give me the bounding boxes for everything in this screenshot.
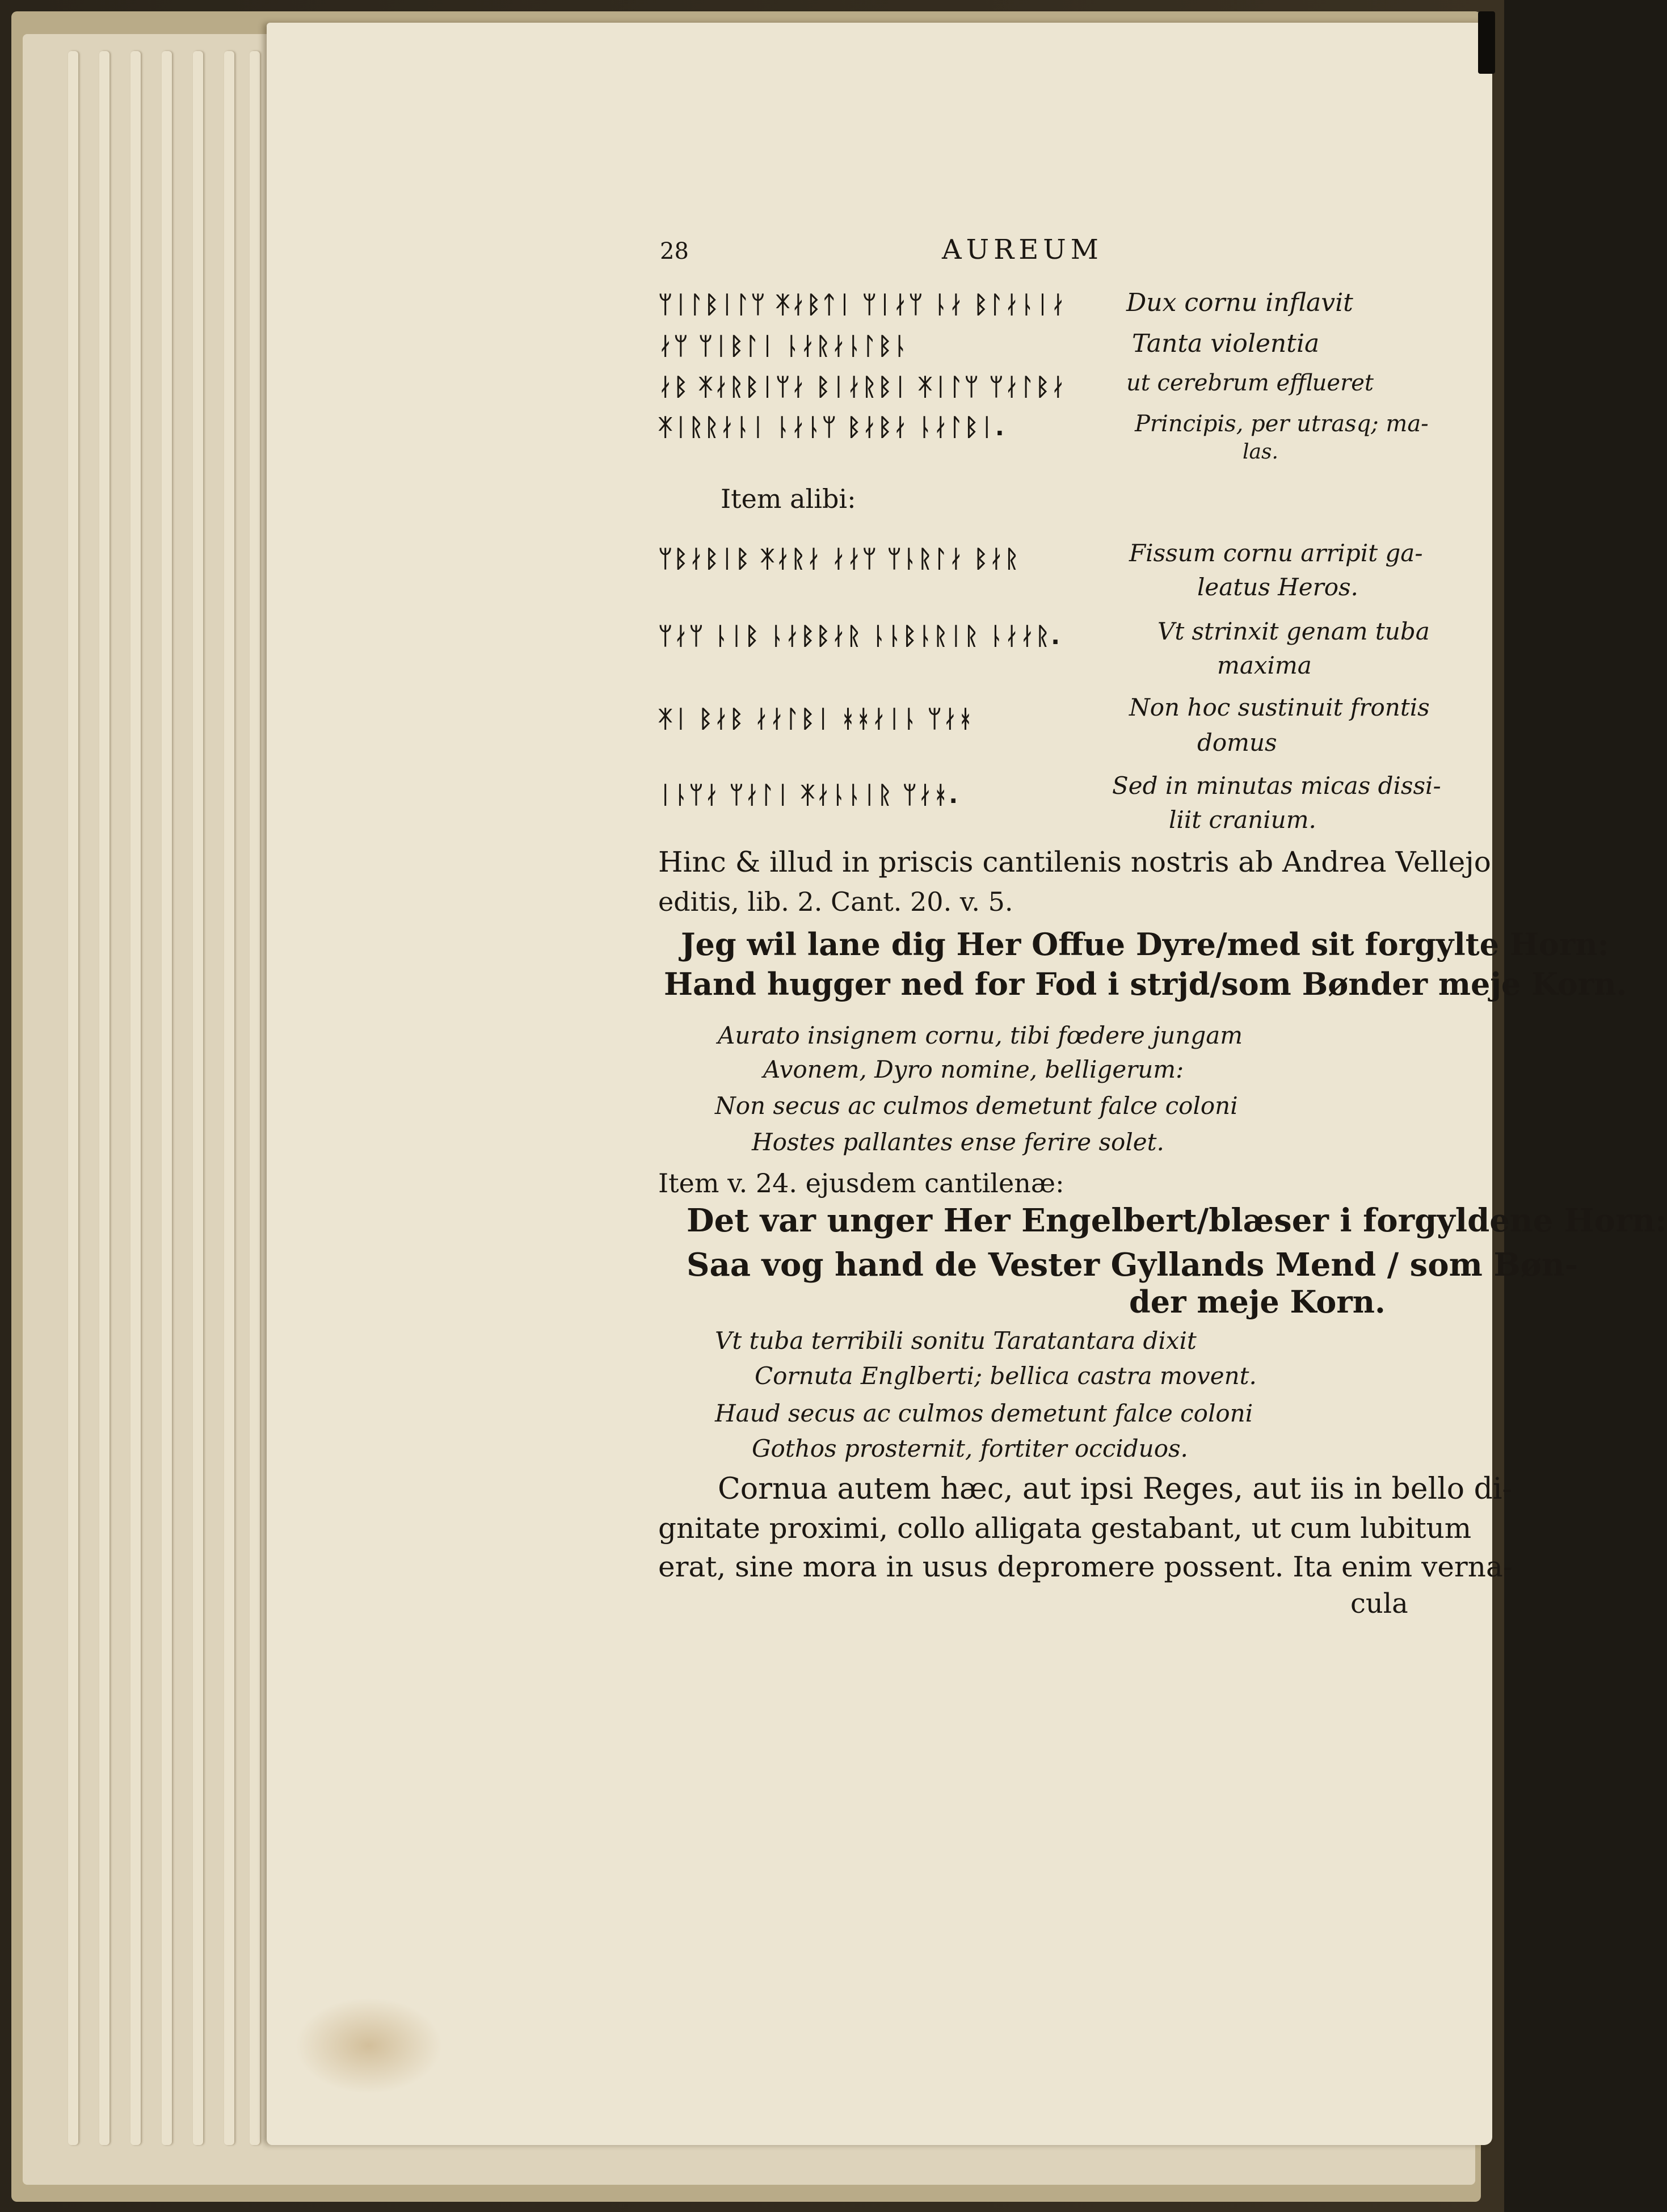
section-label: Item alibi: bbox=[721, 483, 856, 514]
page-fore-edge bbox=[131, 51, 141, 2145]
latin-gloss: ut cerebrum efflueret bbox=[1126, 370, 1374, 396]
clip-icon bbox=[1478, 11, 1495, 74]
page-fore-edge bbox=[193, 51, 203, 2145]
latin-verse-line: Avonem, Dyro nomine, belligerum: bbox=[763, 1055, 1184, 1083]
latin-gloss-continuation: maxima bbox=[1217, 651, 1312, 679]
latin-verse-line: Vt tuba terribili sonitu Taratantara dixit bbox=[715, 1327, 1197, 1355]
latin-gloss-continuation: las. bbox=[1243, 440, 1278, 464]
latin-gloss-continuation: domus bbox=[1197, 729, 1277, 756]
latin-gloss-continuation: leatus Heros. bbox=[1197, 573, 1358, 601]
latin-gloss: Tanta violentia bbox=[1132, 329, 1320, 358]
latin-gloss: Sed in minutas micas dissi- bbox=[1112, 772, 1441, 800]
danish-verse-line: Jeg wil lane dig Her Offue Dyre/med sit forgylte Horn: bbox=[681, 926, 1609, 962]
runic-line: ᛅᛒ ᛡᛅᚱᛒᛁᛘᛅ ᛒᛁᛅᚱᛒᛁ ᛡᛁᛚᛘ ᛘᛅᛚᛒᛅ bbox=[658, 373, 1067, 401]
latin-gloss-continuation: liit cranium. bbox=[1169, 806, 1316, 834]
runic-line: ᛘᛁᛚᛒᛁᛚᛘ ᛡᛅᛒᛏᛁ ᛘᛁᛅᛘ ᚿᛅ ᛒᛚᛅᚿᛁᛅ bbox=[658, 291, 1067, 318]
runic-line: ᛘᛒᛅᛒᛁᛒ ᛡᛅᚱᛅ ᛅᛅᛘ ᛘᚿᚱᛚᛅ ᛒᛅᚱ bbox=[658, 545, 1020, 573]
latin-gloss: Vt strinxit genam tuba bbox=[1157, 617, 1430, 645]
latin-verse-line: Cornuta Englberti; bellica castra movent. bbox=[755, 1362, 1257, 1390]
latin-verse-line: Gothos prosternit, fortiter occiduos. bbox=[752, 1435, 1188, 1462]
latin-gloss: Non hoc sustinuit frontis bbox=[1129, 693, 1430, 721]
latin-verse-line: Aurato insignem cornu, tibi fœdere jungam bbox=[718, 1021, 1243, 1049]
page-fore-edge bbox=[162, 51, 172, 2145]
latin-verse-line: Hostes pallantes ense ferire solet. bbox=[752, 1128, 1164, 1156]
body-text-line: gnitate proximi, collo alligata gestabant, ut cum lubitum bbox=[658, 1512, 1472, 1545]
running-title: AUREUM bbox=[942, 234, 1103, 266]
runic-line: ᛘᛅᛘ ᚿᛁᛒ ᚿᛅᛒᛒᛅᚱ ᚿᚿᛒᚿᚱᛁᚱ ᚿᛅᛅᚱ. bbox=[658, 622, 1062, 650]
danish-verse-line: der meje Korn. bbox=[1129, 1284, 1386, 1320]
body-text-line: erat, sine mora in usus depromere possent. Ita enim verna- bbox=[658, 1550, 1513, 1583]
catchword: cula bbox=[1350, 1588, 1408, 1620]
runic-line: ᛁᚿᛘᛅ ᛘᛅᛚᛁ ᛡᛅᚿᚿᛁᚱ ᛘᛅᚼ. bbox=[658, 781, 959, 809]
runic-line: ᛡᛁ ᛒᛅᛒ ᛅᛅᛚᛒᛁ ᚼᚼᛅᛁᚿ ᛘᛅᚼ bbox=[658, 705, 974, 733]
paper-stain bbox=[295, 1997, 443, 2094]
body-text-line: Cornua autem hæc, aut ipsi Reges, aut iis in bello di- bbox=[718, 1472, 1513, 1506]
page-fore-edge bbox=[224, 51, 234, 2145]
latin-gloss: Fissum cornu arripit ga- bbox=[1129, 539, 1423, 567]
page-fore-edge bbox=[250, 51, 260, 2145]
latin-verse-line: Haud secus ac culmos demetunt falce coloni bbox=[715, 1399, 1253, 1427]
runic-line: ᛡᛁᚱᚱᛅᚿᛁ ᚿᛅᚿᛘ ᛒᛅᛒᛅ ᚿᛅᛚᛒᛁ. bbox=[658, 413, 1005, 441]
body-text-line: Hinc & illud in priscis cantilenis nostris ab Andrea Vellejo bbox=[658, 846, 1491, 878]
latin-verse-line: Non secus ac culmos demetunt falce coloni bbox=[715, 1092, 1238, 1120]
page-fore-edge bbox=[68, 51, 78, 2145]
section-label: Item v. 24. ejusdem cantilenæ: bbox=[658, 1168, 1064, 1198]
latin-gloss: Principis, per utrasq; ma- bbox=[1135, 411, 1429, 437]
danish-verse-line: Det var unger Her Engelbert/blæser i forgyldene Horn: bbox=[687, 1202, 1667, 1239]
latin-gloss: Dux cornu inflavit bbox=[1126, 288, 1353, 317]
runic-line: ᛅᛘ ᛘᛁᛒᛚᛁ ᚿᛅᚱᛅᚿᛚᛒᚿ bbox=[658, 332, 909, 360]
danish-verse-line: Hand hugger ned for Fod i strjd/som Bønder meje Korn. bbox=[664, 966, 1627, 1002]
body-text-line: editis, lib. 2. Cant. 20. v. 5. bbox=[658, 886, 1013, 917]
danish-verse-line: Saa vog hand de Vester Gyllands Mend / som Bøn- bbox=[687, 1246, 1578, 1284]
page-number: 28 bbox=[660, 238, 689, 264]
page-fore-edge bbox=[99, 51, 110, 2145]
